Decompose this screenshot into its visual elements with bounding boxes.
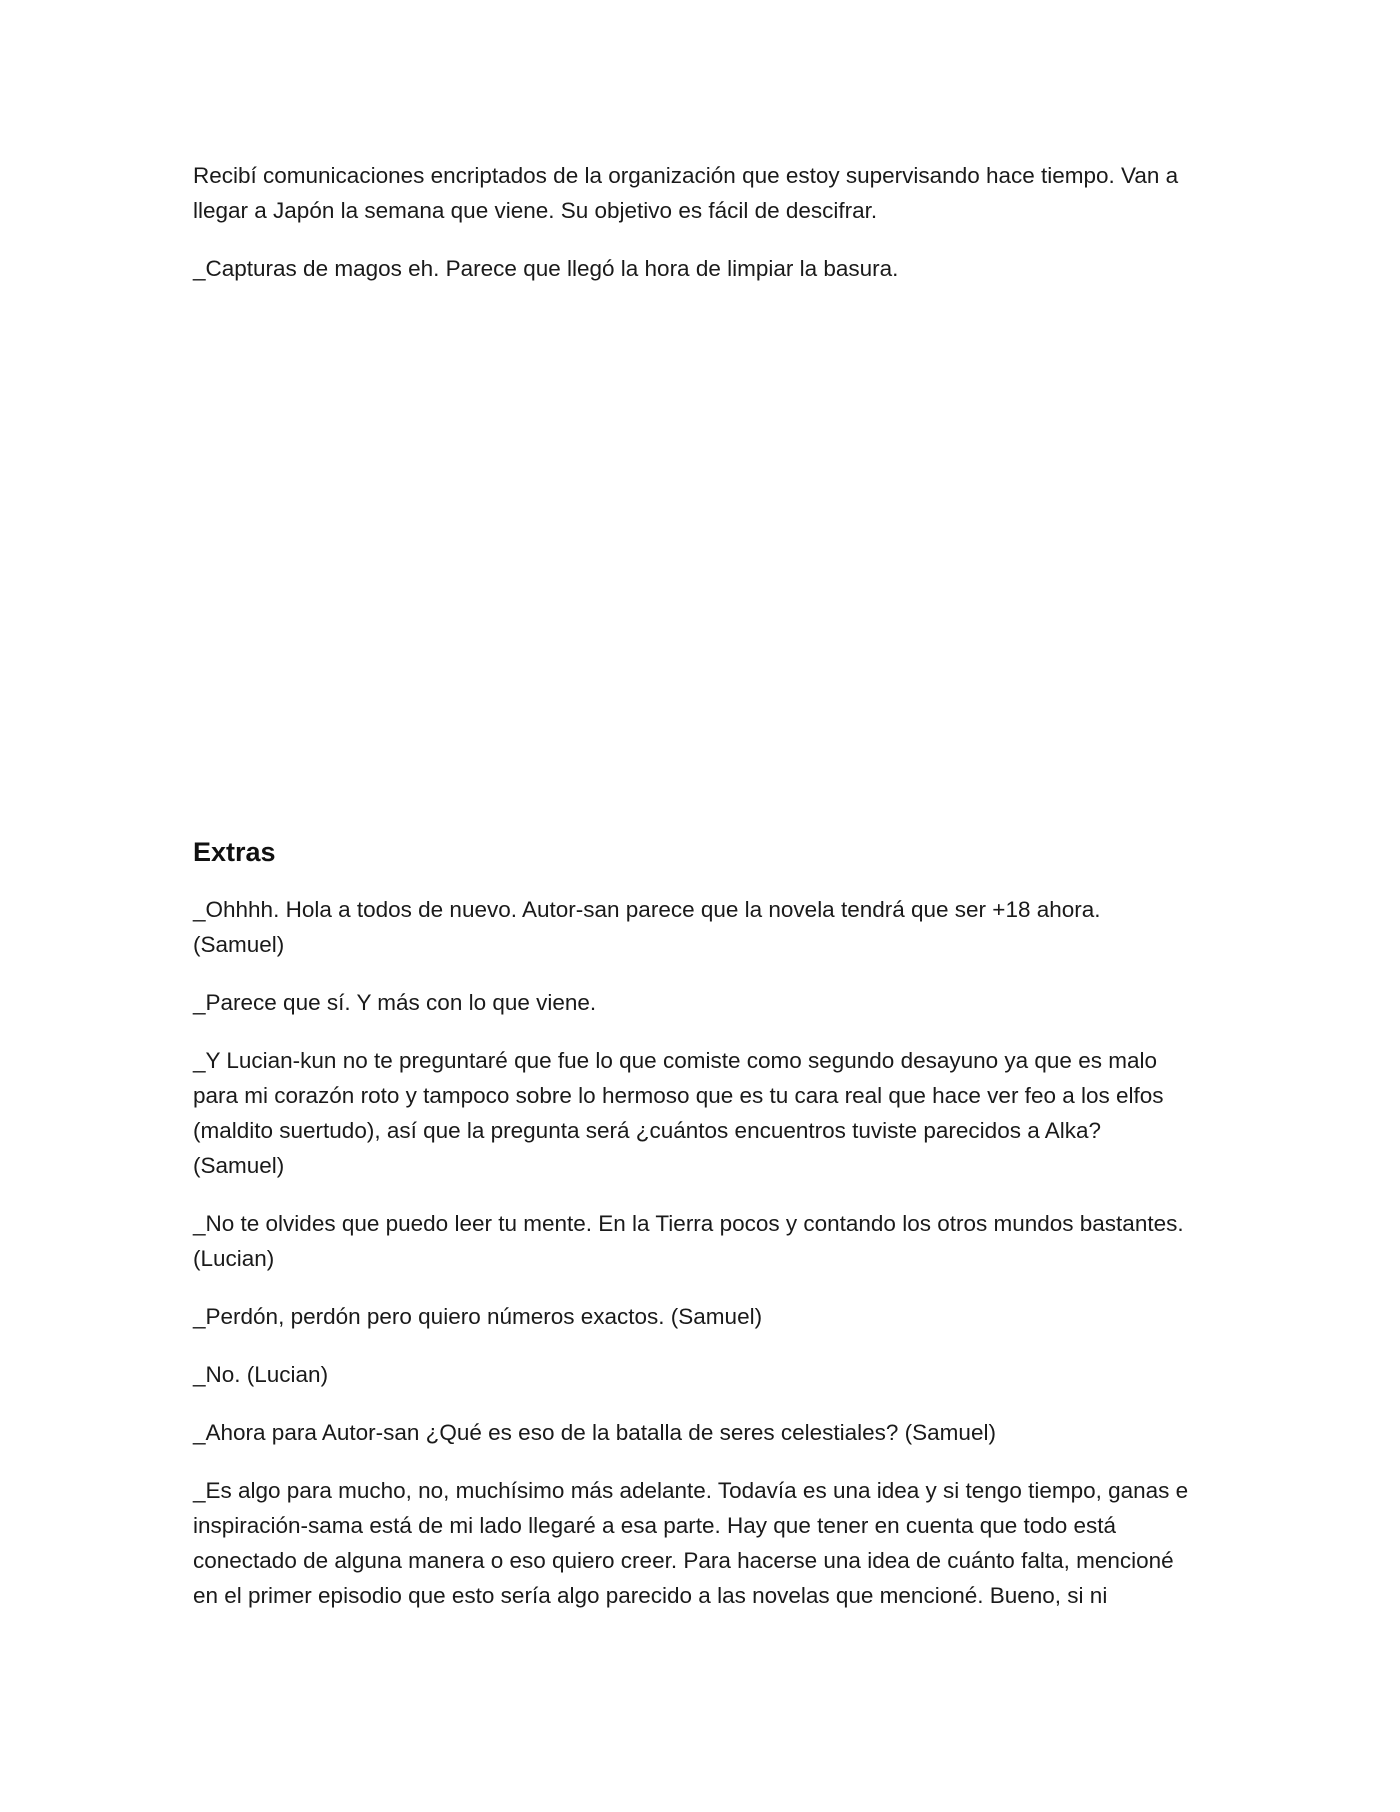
extras-paragraph: _Y Lucian-kun no te preguntaré que fue lo que comiste como segundo desayuno ya que es malo para mi corazón roto y tampoco sobre lo hermoso que es tu cara real que hace ver feo a los elfos (maldito suertudo), así que la pregunta será ¿cuántos encuentros tuviste parecidos a Alka? (Samuel) — [193, 1048, 1164, 1178]
extras-paragraph: _Ahora para Autor-san ¿Qué es eso de la batalla de seres celestiales? (Samuel) — [193, 1420, 996, 1445]
extras-heading: Extras — [193, 837, 276, 867]
top-section — [193, 158, 1193, 309]
extras-paragraph: _Es algo para mucho, no, muchísimo más adelante. Todavía es una idea y si tengo tiempo, ganas e inspiración-sama está de mi lado llegaré a esa parte. Hay que tener en cuenta que todo está conectado de alguna manera o eso quiero creer. Para hacerse una idea de cuánto falta, mencioné en el primer episodio que esto sería algo parecido a las novelas que mencioné. Bueno, si ni — [193, 1478, 1189, 1608]
extras-paragraph: _Parece que sí. Y más con lo que viene. — [193, 990, 597, 1015]
extras-section — [193, 832, 1193, 1636]
extras-paragraph: _Perdón, perdón pero quiero números exactos. (Samuel) — [193, 1304, 763, 1329]
extras-paragraph: _No te olvides que puedo leer tu mente. En la Tierra pocos y contando los otros mundos bastantes. (Lucian) — [193, 1211, 1184, 1271]
extras-paragraph: _No. (Lucian) — [193, 1362, 329, 1387]
paragraph-intercepted-communications: Recibí comunicaciones encriptados de la organización que estoy supervisando hace tiempo. Van a llegar a Japón la semana que viene. Su objetivo es fácil de descifrar. — [193, 163, 1179, 223]
extras-paragraph: _Ohhhh. Hola a todos de nuevo. Autor-san parece que la novela tendrá que ser +18 ahora. (Samuel) — [193, 897, 1101, 957]
paragraph-wizard-captures: _Capturas de magos eh. Parece que llegó la hora de limpiar la basura. — [193, 256, 899, 281]
